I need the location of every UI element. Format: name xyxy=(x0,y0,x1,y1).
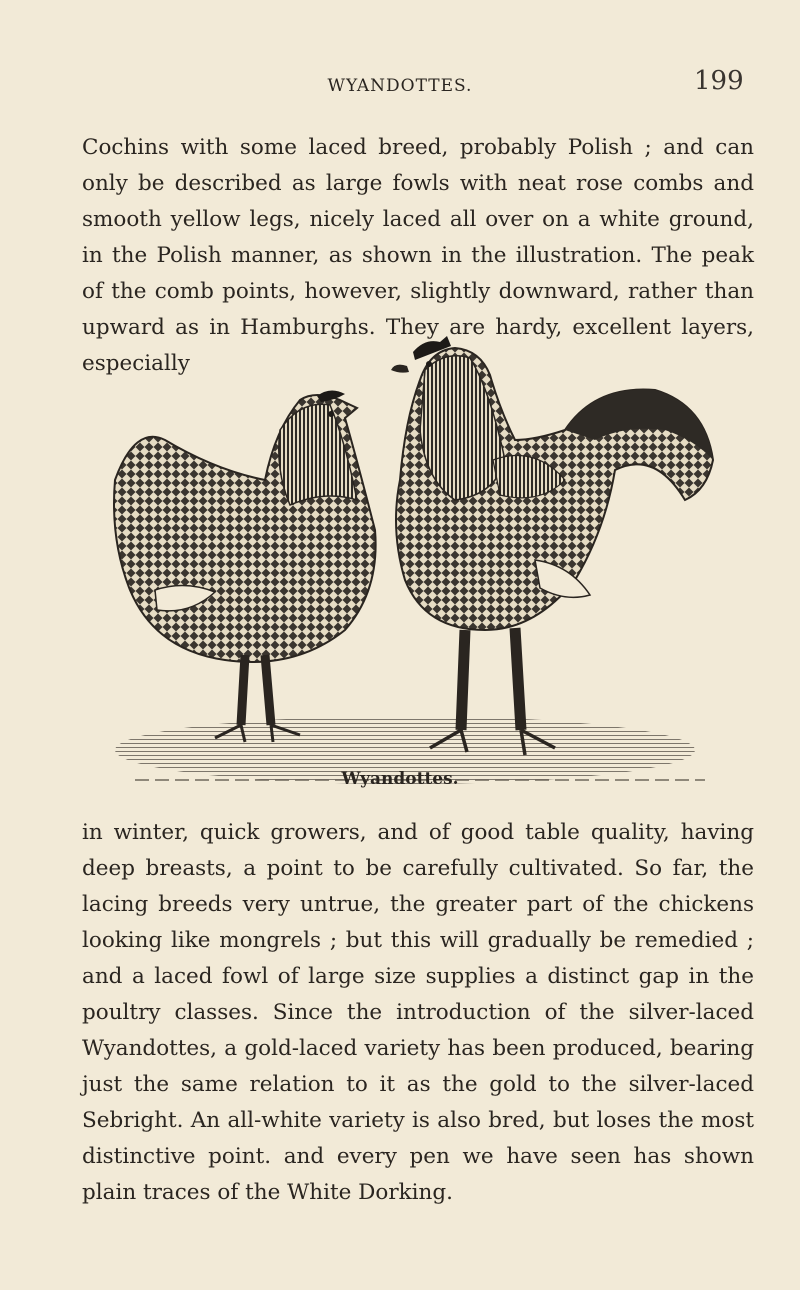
running-head: WYANDOTTES. xyxy=(327,76,473,96)
page-number: 199 xyxy=(694,66,744,96)
paragraph-bottom: in winter, quick growers, and of good table quality, having deep breasts, a point to be carefully cultivated. So far, the lacing breeds very untrue, the greater part of the chickens looking like mongrels ; but this will gradually be remedied ; and a laced fowl of large size supplies a distinct gap in the poultry classes. Since the introduction of the silver-laced Wyandottes, a gold-laced variety has been produced, bearing just the same relation to it as the gold to the silver-laced Sebright. An all-white variety is also bred, but loses the most distinctive point. and every pen we have seen has shown plain traces of the White Dorking. xyxy=(82,820,754,1205)
wyandottes-illustration xyxy=(95,330,725,798)
figure-caption: Wyandottes. xyxy=(341,769,459,789)
paragraph-top: Cochins with some laced breed, probably Polish ; and can only be described as large fowls with neat rose combs and smooth yellow legs, nicely laced all over on a white ground, in the Polish manner, as shown in the illustration. The peak of the comb points, however, slightly downward, rather than upward as in Hamburghs. They are hardy, excellent layers, especially xyxy=(82,135,754,376)
cock xyxy=(391,336,713,755)
hen xyxy=(114,390,376,742)
